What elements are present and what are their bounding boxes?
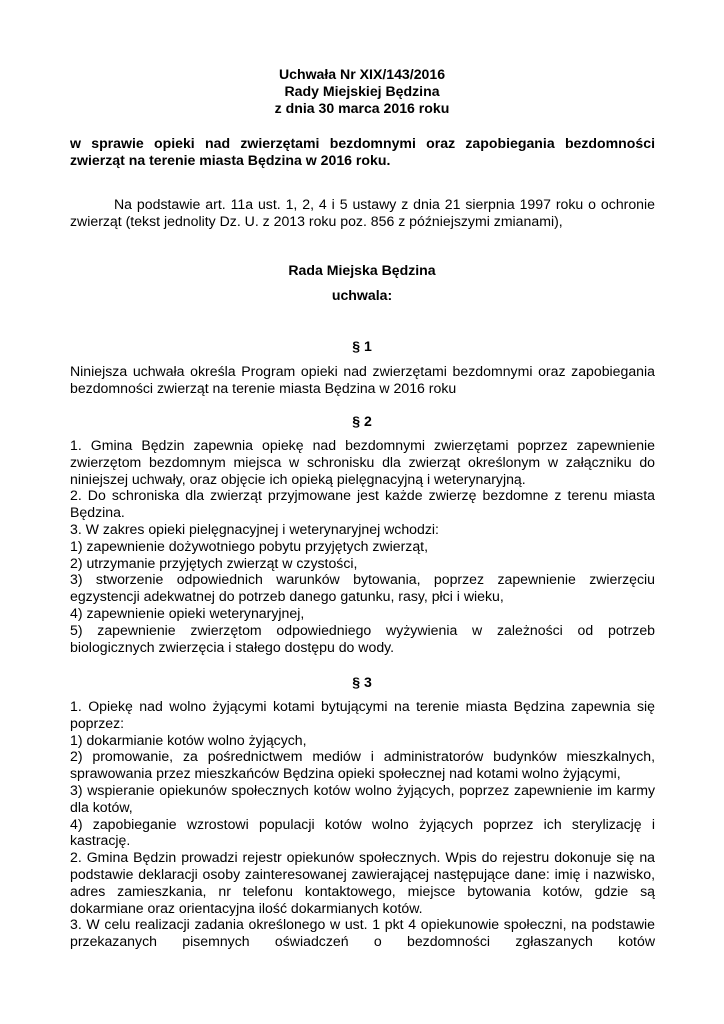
section-3-heading: § 3 (352, 674, 372, 690)
resolution-subject: w sprawie opieki nad zwierzętami bezdomnymi oraz zapobiegania bezdomności zwierząt na terenie miasta Będzina w 2016 roku. (70, 135, 655, 168)
section-2-body (70, 437, 655, 655)
resolves-label: uchwala: (331, 287, 393, 303)
section-2-list-item: 1) zapewnienie dożywotniego pobytu przyjętych zwierząt, (70, 537, 429, 554)
section-3-list-item: 2) promowanie, za pośrednictwem mediów i administratorów budynków mieszkalnych, sprawowania przez mieszkańców Będzina opieki społecznej nad kotami wolno żyjącymi, (70, 748, 655, 782)
section-3-list-item: 3) wspieranie opiekunów społecznych kotów wolno żyjących, poprzez zapewnienie im karmy dla kotów, (70, 781, 655, 815)
section-2-paragraph: 3. W zakres opieki pielęgnacyjnej i weterynaryjnej wchodzi: (70, 520, 439, 537)
section-2-heading: § 2 (352, 413, 372, 429)
section-1-text (70, 363, 655, 397)
section-3-list-item: 4) zapobieganie wzrostowi populacji kotów wolno żyjących poprzez ich sterylizację i kastrację. (70, 815, 655, 849)
section-2-list-item: 3) stworzenie odpowiednich warunków bytowania, poprzez zapewnienie zwierzęciu egzystencji adekwatnej do potrzeb danego gatunku, rasy, płci i wieku, (70, 571, 655, 605)
resolution-date: z dnia 30 marca 2016 roku (274, 99, 450, 116)
legal-basis: Na podstawie art. 11a ust. 1, 2, 4 i 5 ustawy z dnia 21 sierpnia 1997 roku o ochronie zwierząt (tekst jednolity Dz. U. z 2013 roku poz. 856 z późniejszymi zmianami), (70, 196, 655, 229)
resolution-number: Uchwała Nr XIX/143/2016 (278, 66, 446, 82)
section-2-paragraph: 2. Do schroniska dla zwierząt przyjmowane jest każde zwierzę bezdomne z terenu miasta Będzina. (70, 487, 655, 521)
section-1-paragraph: Niniejsza uchwała określa Program opieki nad zwierzętami bezdomnymi oraz zapobiegania bezdomności zwierząt na terenie miasta Będzina w 2016 roku (70, 363, 655, 396)
resolution-title (0, 66, 724, 116)
section-3-paragraph: 1. Opiekę nad wolno żyjącymi kotami bytującymi na terenie miasta Będzina zapewnia się poprzez: (70, 698, 655, 731)
section-3-paragraph: 3. W celu realizacji zadania określonego w ust. 1 pkt 4 opiekunowie społeczni, na podstawie przekazanych pisemnych oświadczeń o bezdomności zgłaszanych kotów (70, 916, 655, 950)
issuing-body: Rady Miejskiej Będzina (284, 82, 440, 99)
section-3-paragraph: 2. Gmina Będzin prowadzi rejestr opiekunów społecznych. Wpis do rejestru dokonuje się na podstawie deklaracji osoby zainteresowanej zawierającej następujące dane: imię i nazwisko, adres zamieszkania, nr telefonu kontaktowego, miejsce bytowania kotów, gdzie są dokarmiane oraz orientacyjna ilość dokarmianych kotów. (70, 849, 655, 916)
section-2-list-item: 5) zapewnienie zwierzętom odpowiedniego wyżywienia w zależności od potrzeb biologicznych zwierzęcia i stałego dostępu do wody. (70, 621, 655, 655)
section-3-list-item: 1) dokarmianie kotów wolno żyjących, (70, 731, 307, 748)
section-1-heading: § 1 (352, 338, 372, 354)
section-2-list-item: 4) zapewnienie opieki weterynaryjnej, (70, 604, 305, 621)
section-2-paragraph: 1. Gmina Będzin zapewnia opiekę nad bezdomnymi zwierzętami poprzez zapewnienie zwierzętom bezdomnym miejsca w schronisku dla zwierząt określonym w załączniku do niniejszej uchwały, oraz objęcie ich opieką pielęgnacyjną i weterynaryjną. (70, 437, 655, 487)
section-3-body (70, 698, 655, 967)
section-2-list-item: 2) utrzymanie przyjętych zwierząt w czystości, (70, 554, 358, 571)
council-name: Rada Miejska Będzina (288, 262, 436, 278)
